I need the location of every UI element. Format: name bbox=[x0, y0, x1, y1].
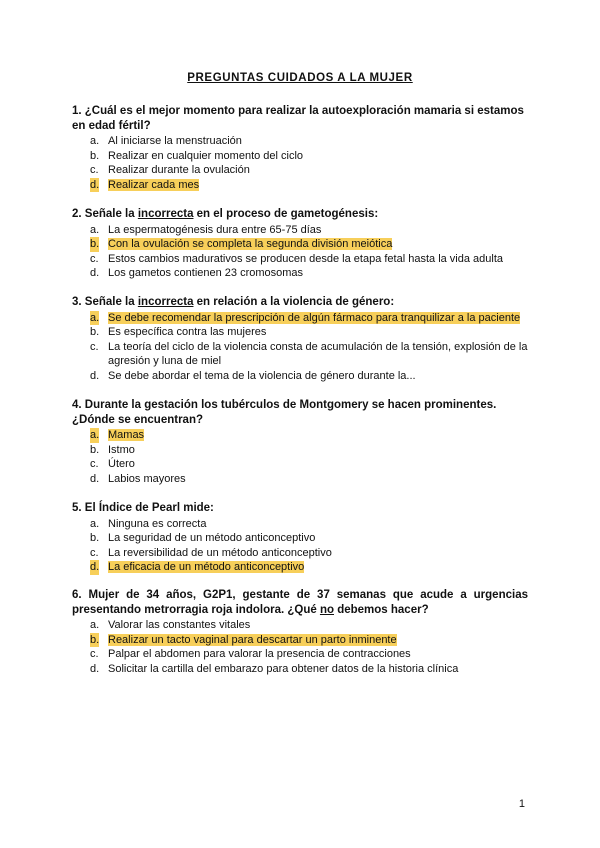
question-text: 4. Durante la gestación los tubérculos de Montgomery se hacen prominentes. ¿Dónde se encuentran? bbox=[72, 399, 497, 426]
option-a: a. Valorar las constantes vitales bbox=[90, 619, 251, 631]
question-text: 3. Señale la incorrecta en relación a la violencia de género: bbox=[72, 296, 395, 308]
option-list bbox=[72, 517, 528, 575]
option-b-highlighted: b. Con la ovulación se completa la segunda división meiótica bbox=[90, 238, 393, 250]
option-b-highlighted: b. Realizar un tacto vaginal para descartar un parto inminente bbox=[90, 633, 397, 646]
option-c: c. Estos cambios madurativos se producen desde la etapa fetal hasta la vida adulta bbox=[90, 252, 504, 265]
question-text: 5. El Índice de Pearl mide: bbox=[72, 502, 214, 514]
option-d: d. Se debe abordar el tema de la violencia de género durante la... bbox=[90, 369, 416, 382]
option-a-highlighted: a. Mamas bbox=[90, 429, 145, 441]
option-b: b. Es específica contra las mujeres bbox=[90, 326, 267, 338]
option-d-highlighted: d. La eficacia de un método anticonceptivo bbox=[90, 561, 305, 573]
option-d: d. Solicitar la cartilla del embarazo para obtener datos de la historia clínica bbox=[90, 662, 459, 675]
option-b: b. Realizar en cualquier momento del ciclo bbox=[90, 149, 304, 162]
option-list bbox=[72, 428, 528, 486]
question-text: 6. Mujer de 34 años, G2P1, gestante de 37 semanas que acude a urgencias presentando metrorragia roja indolora. ¿Qué no debemos hacer? bbox=[72, 589, 528, 616]
document-title: PREGUNTAS CUIDADOS A LA MUJER bbox=[187, 72, 413, 84]
option-a-highlighted: a. Se debe recomendar la prescripción de algún fármaco para tranquilizar a la paciente bbox=[90, 311, 521, 324]
option-list bbox=[72, 223, 528, 281]
question-text: 1. ¿Cuál es el mejor momento para realizar la autoexploración mamaria si estamos en edad fértil? bbox=[72, 105, 524, 132]
option-c: c. Palpar el abdomen para valorar la presencia de contracciones bbox=[90, 648, 411, 660]
option-list bbox=[72, 134, 528, 192]
option-c: c. Realizar durante la ovulación bbox=[90, 164, 250, 176]
option-c: c. Útero bbox=[90, 458, 135, 470]
question-3 bbox=[72, 295, 528, 383]
question-6 bbox=[72, 588, 528, 676]
question-text: 2. Señale la incorrecta en el proceso de gametogénesis: bbox=[72, 208, 379, 220]
option-c: c. La reversibilidad de un método anticonceptivo bbox=[90, 546, 332, 559]
question-1 bbox=[72, 104, 528, 192]
option-b: b. La seguridad de un método anticonceptivo bbox=[90, 532, 316, 544]
option-c: c. La teoría del ciclo de la violencia consta de acumulación de la tensión, explosión de la agresión y luna de miel bbox=[90, 340, 528, 367]
option-d: d. Labios mayores bbox=[90, 472, 186, 485]
option-b: b. Istmo bbox=[90, 443, 135, 456]
emphasis-underline: no bbox=[319, 603, 334, 616]
option-list bbox=[72, 618, 528, 676]
option-a: a. La espermatogénesis dura entre 65-75 días bbox=[90, 223, 322, 236]
question-4 bbox=[72, 398, 528, 486]
emphasis-underline: incorrecta bbox=[137, 208, 194, 220]
option-a: a. Ninguna es correcta bbox=[90, 517, 207, 530]
option-list bbox=[72, 311, 528, 384]
page-number: 1 bbox=[518, 798, 525, 810]
option-a: a. Al iniciarse la menstruación bbox=[90, 135, 242, 147]
option-d: d. Los gametos contienen 23 cromosomas bbox=[90, 267, 304, 279]
question-5 bbox=[72, 501, 528, 575]
option-d-highlighted: d. Realizar cada mes bbox=[90, 178, 200, 191]
emphasis-underline: incorrecta bbox=[137, 296, 194, 308]
question-2 bbox=[72, 207, 528, 281]
